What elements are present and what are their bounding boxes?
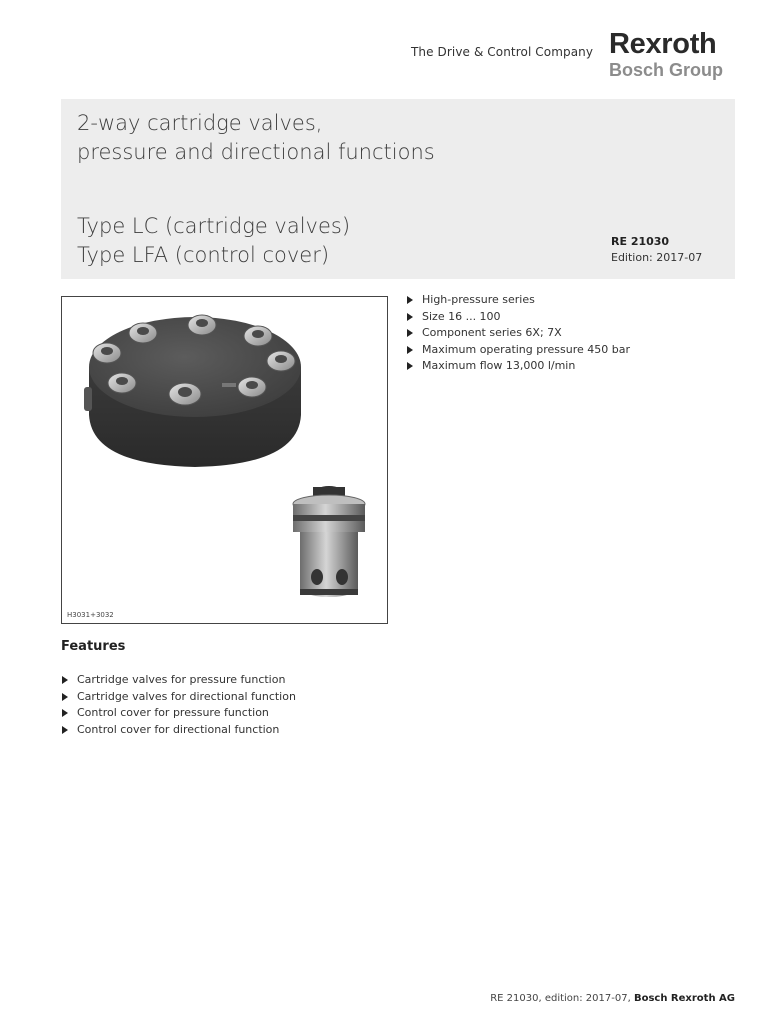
- triangle-bullet-icon: [62, 676, 68, 684]
- features-heading: Features: [61, 639, 126, 654]
- list-item: Size 16 ... 100: [406, 309, 630, 326]
- spec-bullet-list: [406, 292, 630, 375]
- triangle-bullet-icon: [407, 346, 413, 354]
- control-cover-icon: [84, 315, 301, 467]
- brand-name: Rexroth: [609, 28, 717, 60]
- list-item: Cartridge valves for pressure function: [61, 672, 296, 689]
- triangle-bullet-icon: [407, 362, 413, 370]
- title-line-1: 2-way cartridge valves,: [77, 111, 323, 135]
- list-item: Component series 6X; 7X: [406, 325, 630, 342]
- tagline: The Drive & Control Company: [411, 45, 594, 59]
- footer-text: RE 21030, edition: 2017-07,: [490, 993, 634, 1004]
- triangle-bullet-icon: [62, 693, 68, 701]
- footer-company: Bosch Rexroth AG: [633, 993, 735, 1004]
- triangle-bullet-icon: [62, 726, 68, 734]
- triangle-bullet-icon: [407, 296, 413, 304]
- triangle-bullet-icon: [407, 313, 413, 321]
- features-list: [61, 672, 296, 738]
- title-box: [61, 99, 735, 279]
- edition: Edition: 2017-07: [611, 251, 703, 264]
- type-line-2: Type LFA (control cover): [77, 243, 330, 267]
- page-footer: [490, 993, 735, 1004]
- product-illustration: [62, 297, 388, 624]
- list-item: Control cover for directional function: [61, 722, 296, 739]
- type-line-1: Type LC (cartridge valves): [77, 214, 351, 238]
- list-item: Maximum operating pressure 450 bar: [406, 342, 630, 359]
- title-line-2: pressure and directional functions: [77, 140, 435, 164]
- triangle-bullet-icon: [407, 329, 413, 337]
- re-number: RE 21030: [611, 235, 670, 248]
- image-caption: H3031+3032: [67, 611, 114, 619]
- brand-logo: [609, 29, 735, 80]
- product-image: [61, 296, 388, 624]
- cartridge-valve-icon: [293, 486, 365, 597]
- list-item: Cartridge valves for directional function: [61, 689, 296, 706]
- brand-group: Bosch Group: [609, 60, 724, 80]
- list-item: Maximum flow 13,000 l/min: [406, 358, 630, 375]
- list-item: Control cover for pressure function: [61, 705, 296, 722]
- list-item: High-pressure series: [406, 292, 630, 309]
- triangle-bullet-icon: [62, 709, 68, 717]
